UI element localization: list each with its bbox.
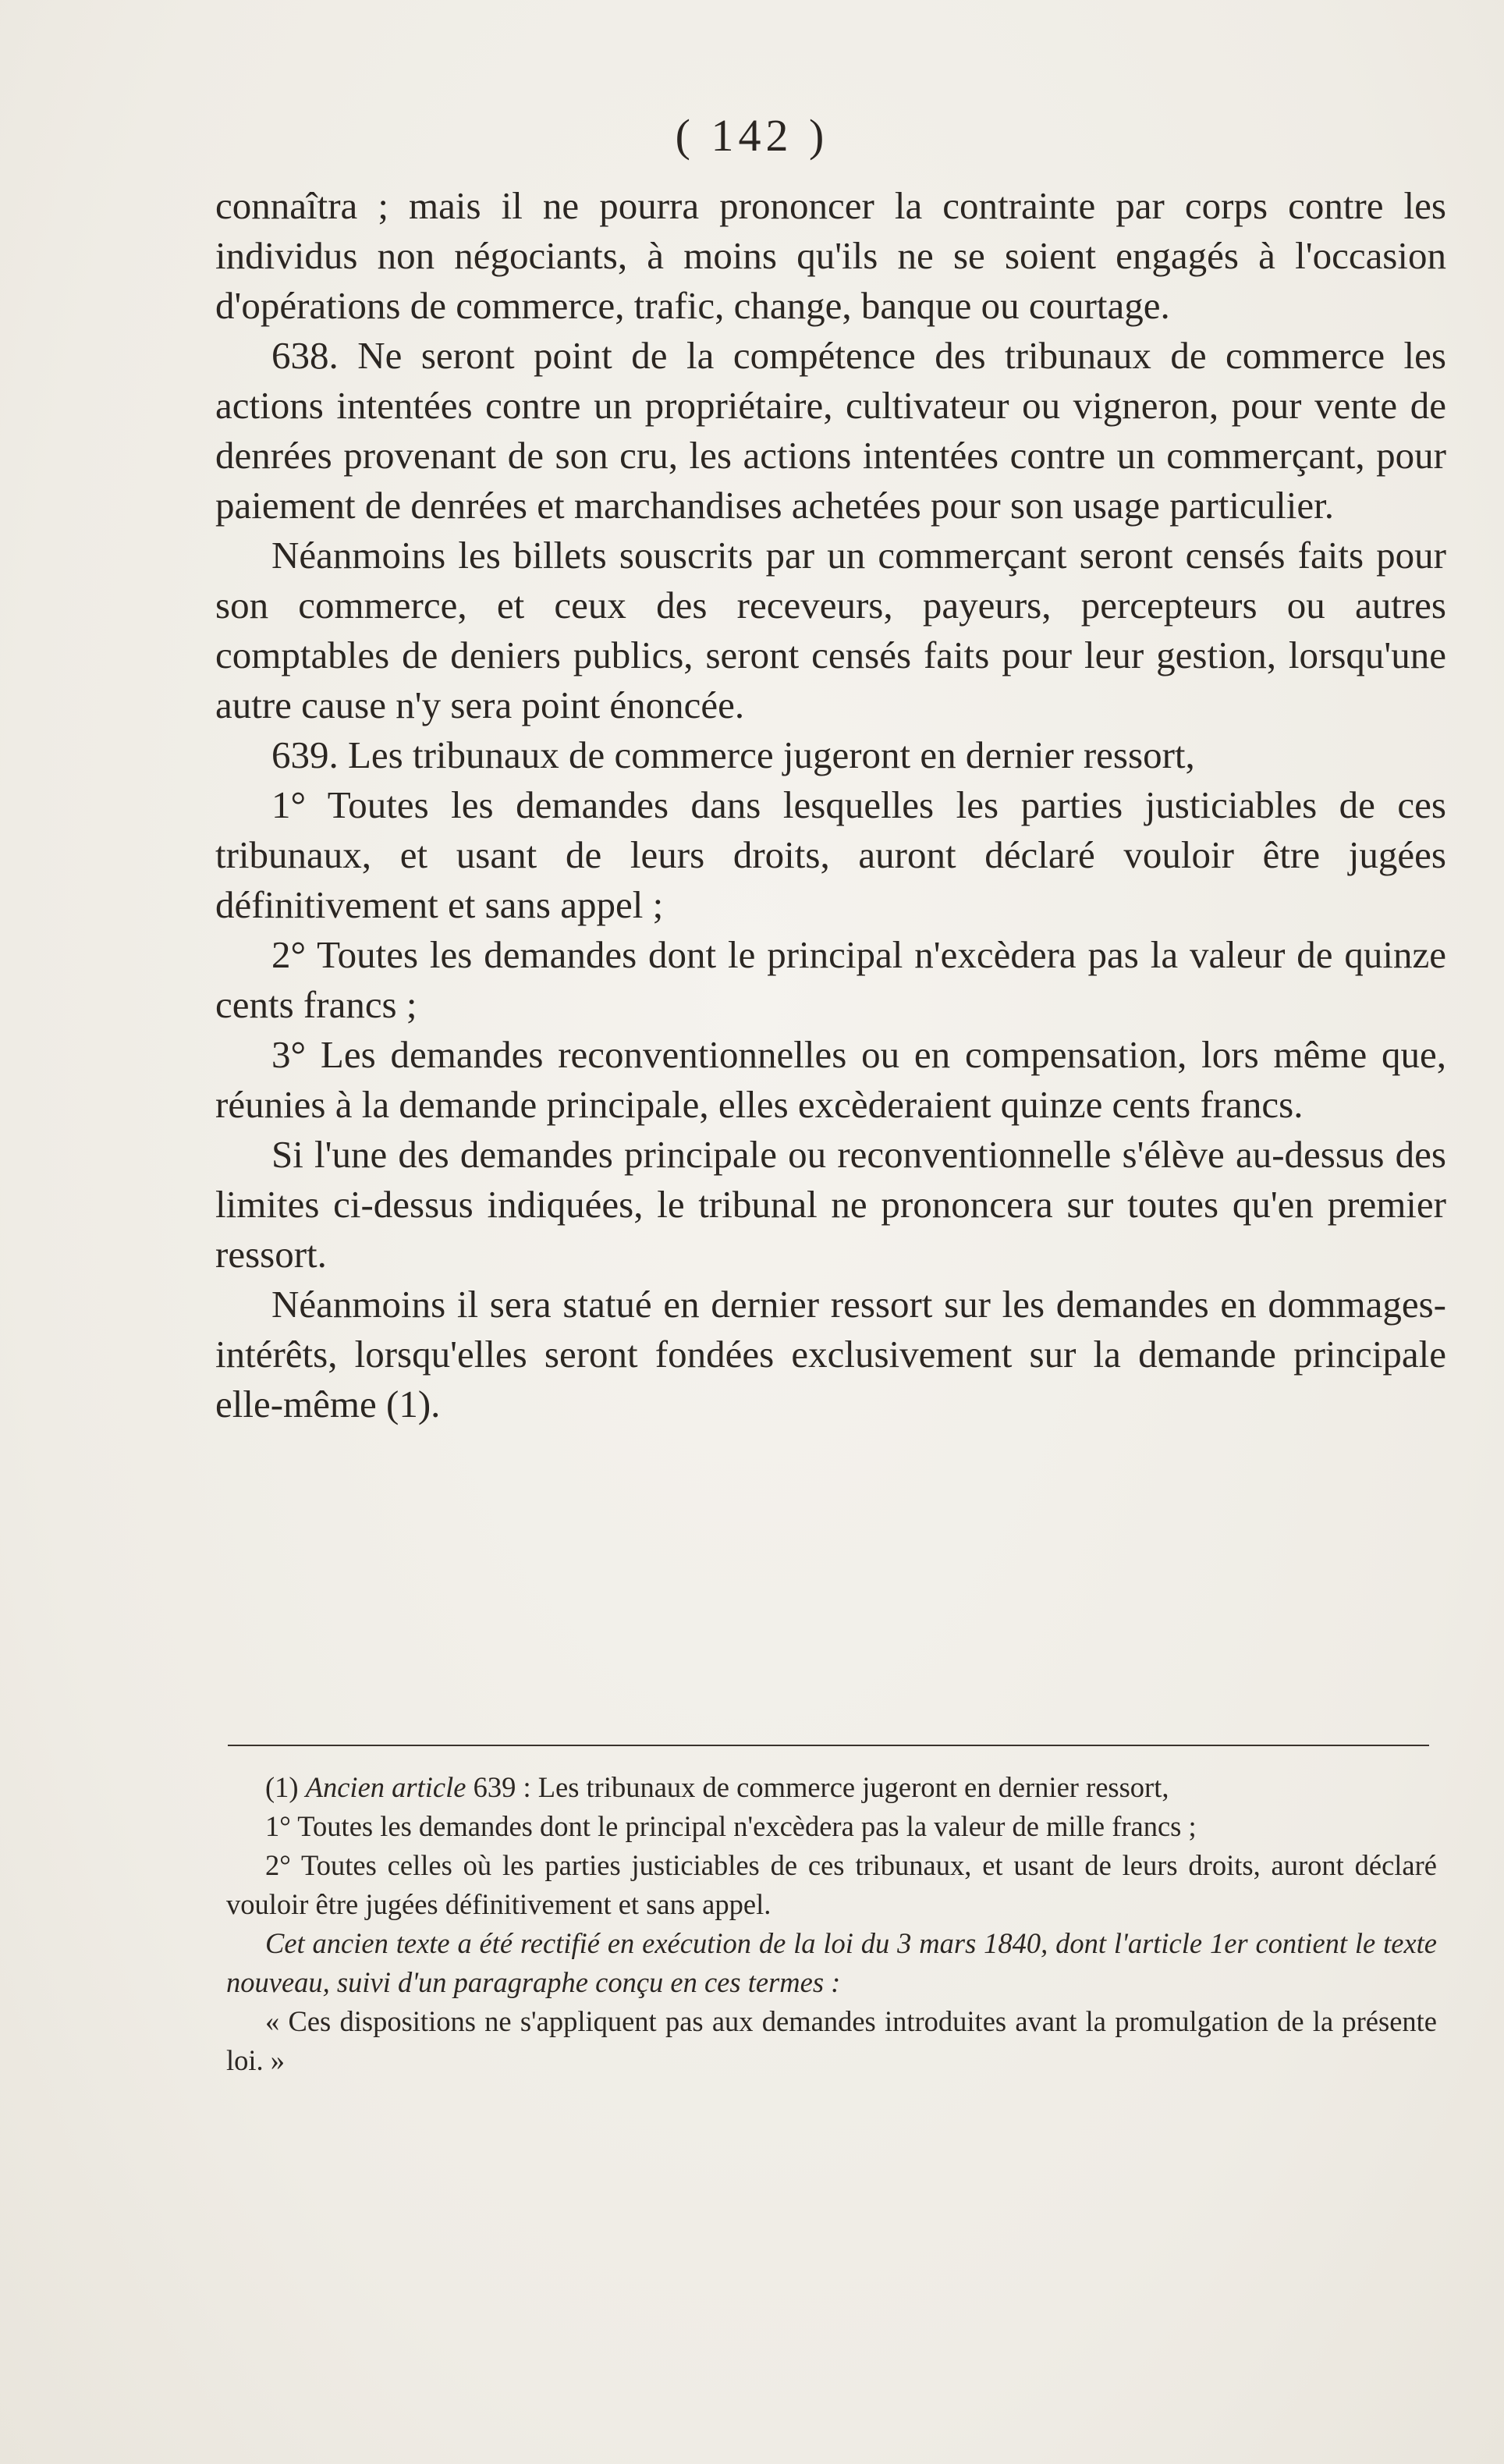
footnote-marker: (1): [265, 1771, 299, 1803]
footnote-item-1: 1° Toutes les demandes dont le principal n'excèdera pas la valeur de mille francs ;: [265, 1810, 1197, 1842]
article-639-item-2: 2° Toutes les demandes dont le principal n'excèdera pas la valeur de quinze cents francs ;: [215, 933, 1446, 1026]
footnote-lead-text: 639 : Les tribunaux de commerce jugeront en dernier ressort,: [473, 1771, 1169, 1803]
paragraph-billets: Néanmoins les billets souscrits par un commerçant seront censés faits pour son commerce, et ceux des receveurs, payeurs, percepteurs ou autres comptables de deniers publics, seront censés faits pour leur gestion, lorsqu'une autre cause n'y sera point énoncée.: [215, 534, 1446, 726]
paragraph-reconventionnelle: Si l'une des demandes principale ou reconventionnelle s'élève au-dessus des limites ci-dessus indiquées, le tribunal ne prononcera sur toutes qu'en premier ressort.: [215, 1133, 1446, 1276]
article-639: 639. Les tribunaux de commerce jugeront en dernier ressort,: [271, 733, 1195, 776]
footnote-quote: « Ces dispositions ne s'appliquent pas aux demandes introduites avant la promulgation de la présente loi. »: [226, 2005, 1437, 2076]
page-number: ( 142 ): [675, 110, 829, 161]
footnotes: [226, 1768, 1437, 2080]
footnote-separator: [228, 1745, 1429, 1746]
main-text: [215, 181, 1446, 1429]
footnote-1-lead: [226, 1768, 1437, 1807]
paragraph-dommages-interets: Néanmoins il sera statué en dernier ressort sur les demandes en dommages-intérêts, lorsqu'elles seront fondées exclusivement sur la demande principale elle-même (1).: [215, 1283, 1446, 1425]
article-638: 638. Ne seront point de la compétence des tribunaux de commerce les actions intentées contre un propriétaire, cultivateur ou vigneron, pour vente de denrées provenant de son cru, les actions intentées contre un commerçant, pour paiement de denrées et marchandises achetées pour son usage particulier.: [215, 334, 1446, 527]
article-639-item-3: 3° Les demandes reconventionnelles ou en compensation, lors même que, réunies à la demande principale, elles excèderaient quinze cents francs.: [215, 1033, 1446, 1126]
footnote-italic-note: Cet ancien texte a été rectifié en exécution de la loi du 3 mars 1840, dont l'article 1er contient le texte nouveau, suivi d'un paragraphe conçu en ces termes :: [226, 1927, 1437, 1998]
paragraph-continuation: connaîtra ; mais il ne pourra prononcer la contrainte par corps contre les individus non négociants, à moins qu'ils ne se soient engagés à l'occasion d'opérations de commerce, trafic, change, banque ou courtage.: [215, 184, 1446, 327]
footnote-label: Ancien article: [305, 1771, 466, 1803]
footnote-item-2: 2° Toutes celles où les parties justiciables de ces tribunaux, et usant de leurs droits, auront déclaré vouloir être jugées définitivement et sans appel.: [226, 1849, 1437, 1920]
article-639-item-1: 1° Toutes les demandes dans lesquelles les parties justiciables de ces tribunaux, et usant de leurs droits, auront déclaré vouloir être jugées définitivement et sans appel ;: [215, 783, 1446, 926]
